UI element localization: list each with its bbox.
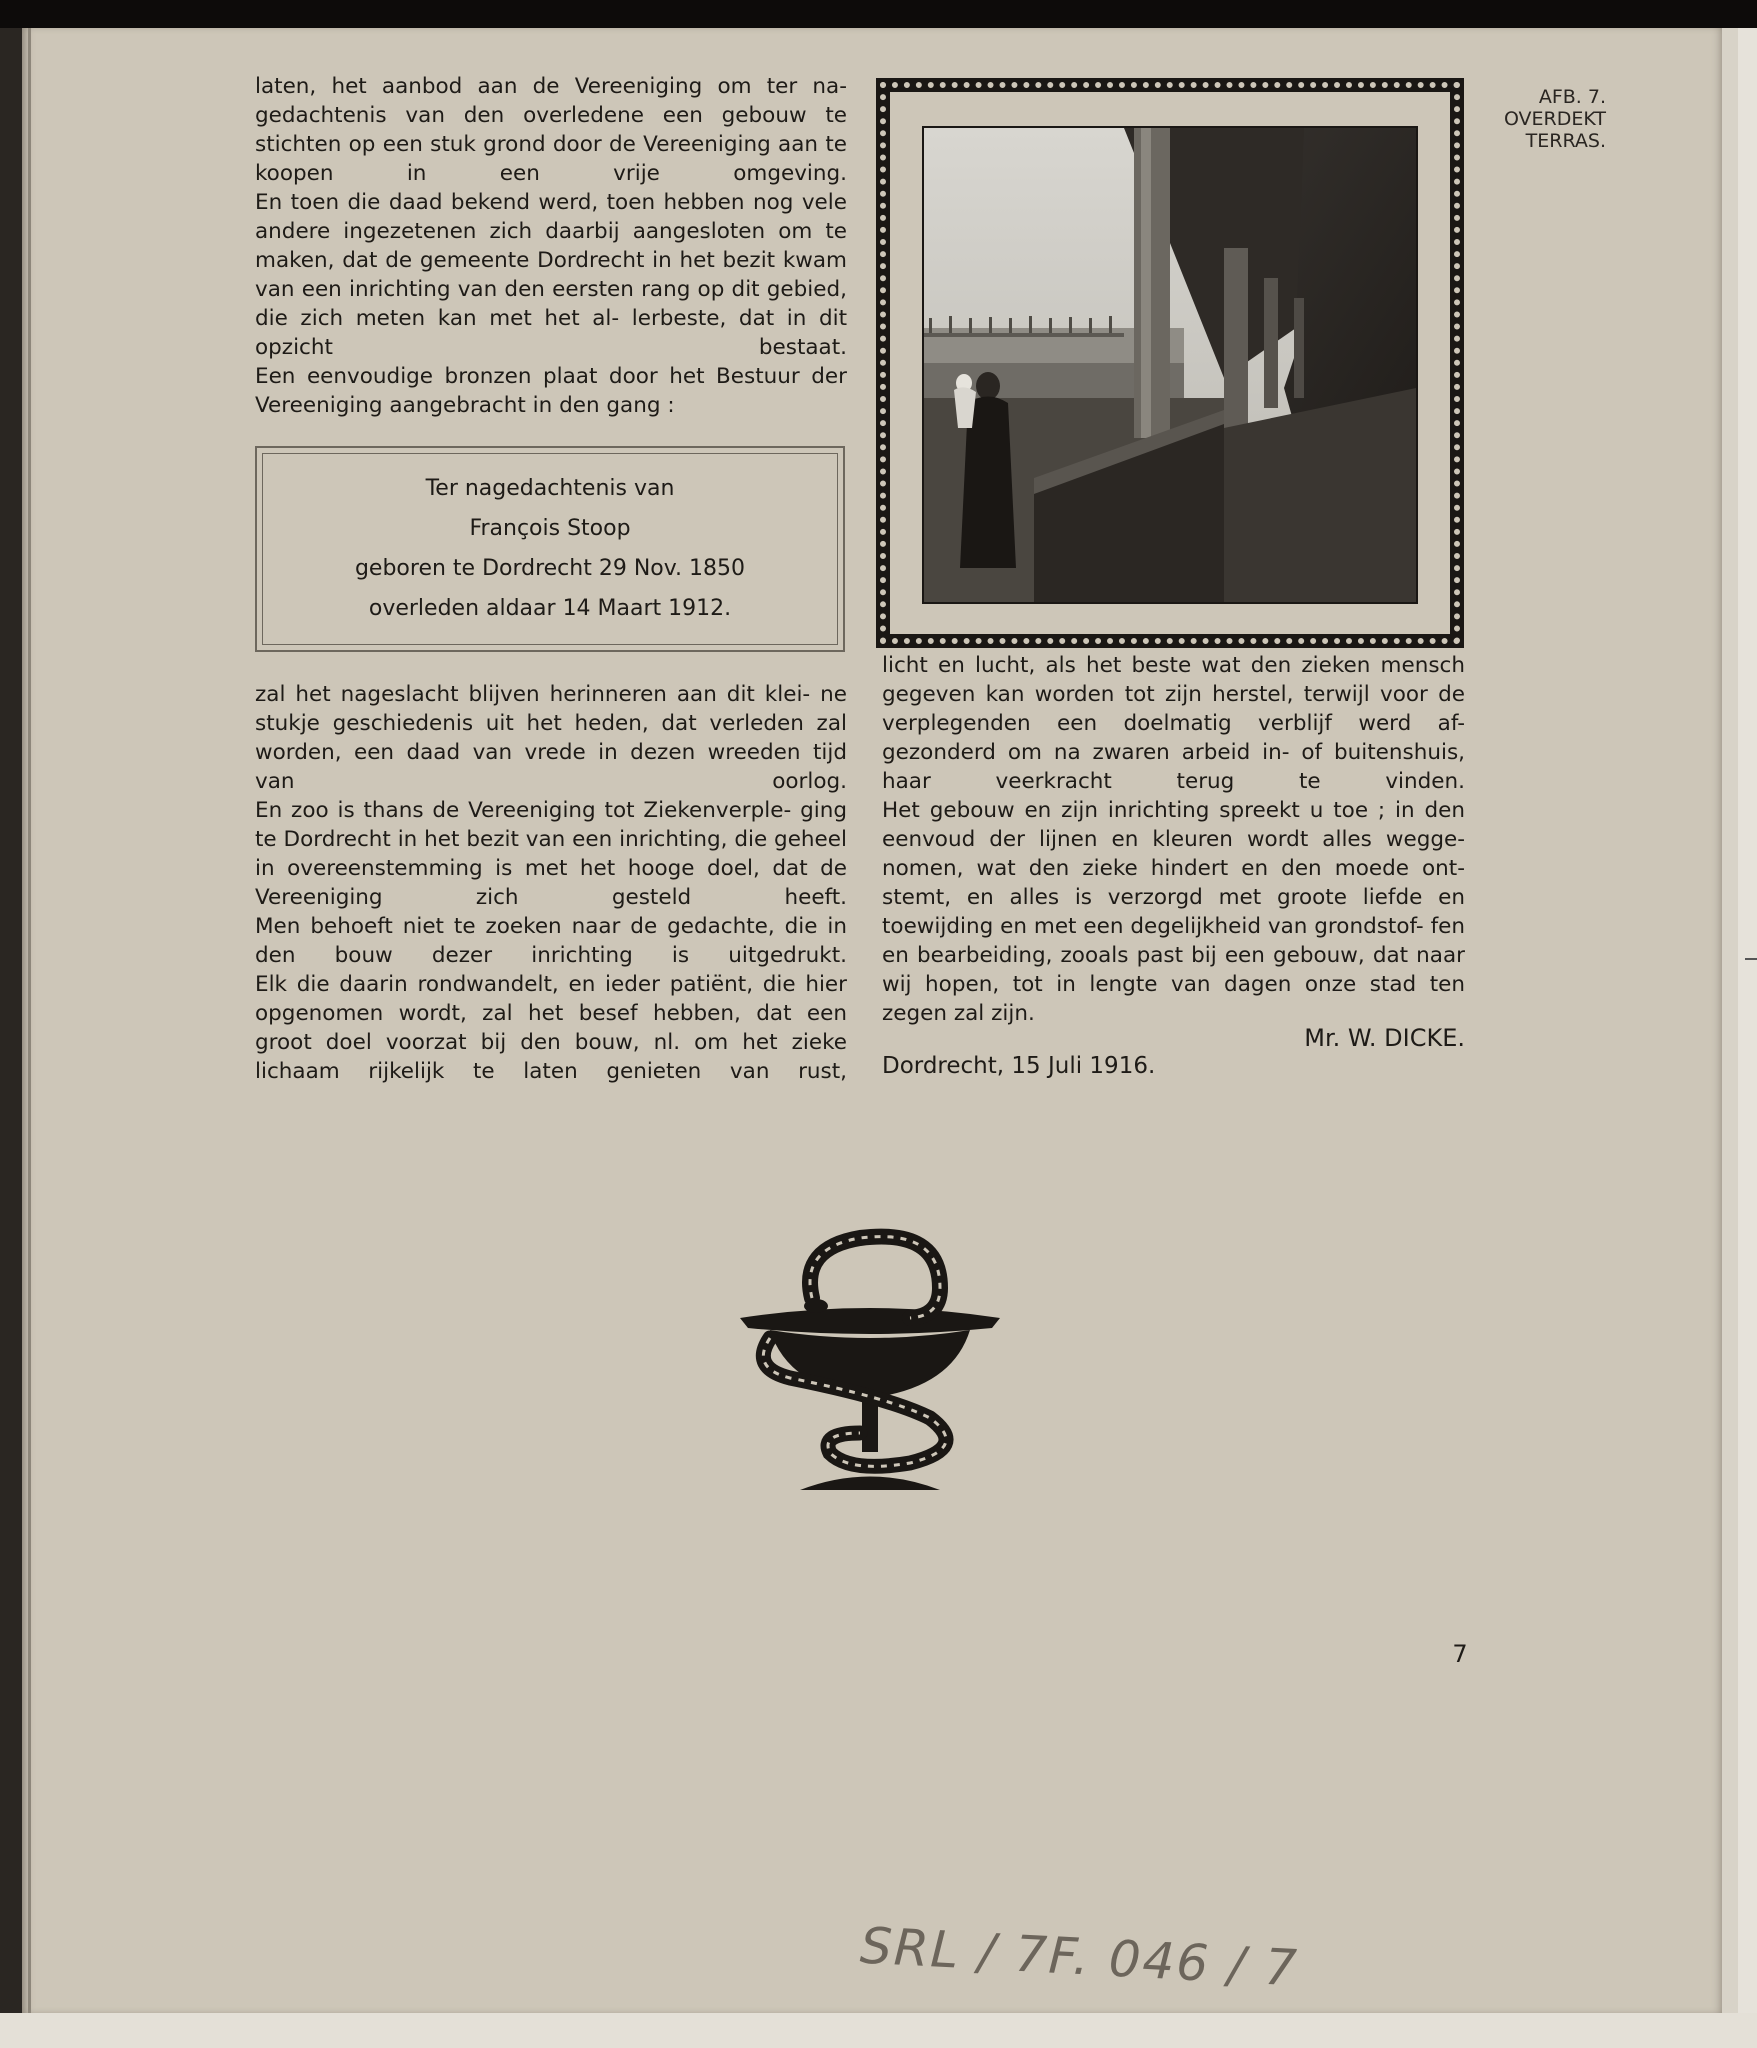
paragraph: licht en lucht, als het beste wat den zieken mensch gegeven kan worden tot zijn herstel, terwijl voor de verplegenden een doelmatig verblijf werd af- gezonderd om na zwaren arbeid in- of buitenshuis, haar veerkracht terug te vinden.	[882, 653, 1465, 794]
paragraph: En toen die daad bekend werd, toen hebben nog vele andere ingezetenen zich daarbij aangesloten om te maken, dat de gemeente Dordrecht in het bezit kwam van een inrichting van den eersten rang op dit gebied, die zich meten kan met het al- lerbeste, dat in dit opzicht bestaat.	[255, 190, 847, 360]
page-edge-tick	[1745, 958, 1757, 960]
plaque-line: overleden aldaar 14 Maart 1912.	[368, 596, 732, 621]
covered-terrace-image	[924, 128, 1416, 602]
figure-caption	[1460, 86, 1606, 152]
paragraph: Men behoeft niet te zoeken naar de gedachte, die in den bouw dezer inrichting is uitgedrukt.	[255, 914, 847, 968]
paragraph: Een eenvoudige bronzen plaat door het Bestuur der Vereeniging aangebracht in den gang :	[255, 364, 847, 418]
right-column-text	[882, 651, 1465, 1028]
memorial-plaque-box	[255, 446, 845, 652]
paragraph: En zoo is thans de Vereeniging tot Ziekenverple- ging te Dordrecht in het bezit van een inrichting, die geheel in overeenstemming is met het hooge doel, dat de Vereeniging zich gesteld heeft.	[255, 798, 847, 910]
caption-line: AFB. 7.	[1538, 86, 1606, 108]
terrace-photograph	[922, 126, 1418, 604]
caption-line: OVERDEKT	[1503, 108, 1606, 130]
paragraph: Elk die daarin rondwandelt, en ieder patiënt, die hier opgenomen wordt, zal het besef hebben, dat een groot doel voorzat bij den bouw, nl. om het zieke lichaam rijkelijk te laten genieten van rust,	[255, 972, 847, 1084]
paragraph: zal het nageslacht blijven herinneren aan dit klei- ne stukje geschiedenis uit het heden, dat verleden zal worden, een daad van vrede in dezen wreeden tijd van oorlog.	[255, 682, 847, 794]
dateline: Dordrecht, 15 Juli 1916.	[882, 1053, 1156, 1079]
paragraph: Het gebouw en zijn inrichting spreekt u toe ; in den eenvoud der lijnen en kleuren wordt alles wegge- nomen, wat den zieke hindert en den moede ont- stemt, en alles is verzorgd met groote liefde en toewijding en met een degelijkheid van grondstof- fen en bearbeiding, zooals past bij een gebouw, dat naar wij hopen, tot in lengte van dagen onze stad ten zegen zal zijn.	[882, 798, 1465, 1026]
caption-line: TERRAS.	[1525, 130, 1606, 152]
book-spine	[28, 28, 31, 2013]
page-number: 7	[1452, 1640, 1468, 1668]
scan-bottom-edge	[0, 2013, 1757, 2048]
plaque-line: Ter nagedachtenis van	[425, 476, 675, 501]
bowl-of-hygieia-emblem	[730, 1228, 1010, 1496]
memorial-plaque-inscription	[262, 453, 838, 645]
page-stack-edge-outer	[1738, 28, 1757, 2048]
scan-top-edge	[0, 0, 1757, 28]
left-column-bottom-text	[255, 680, 847, 1086]
plaque-line: François Stoop	[469, 516, 631, 541]
left-column-top-text	[255, 72, 847, 420]
paragraph: laten, het aanbod aan de Vereeniging om ter na- gedachtenis van den overledene een gebouw te stichten op een stuk grond door de Vereeniging aan te koopen in een vrije omgeving.	[255, 74, 847, 186]
author-signature: Mr. W. DICKE.	[1304, 1024, 1465, 1052]
serpent-bowl-icon	[730, 1228, 1010, 1496]
pencil-archive-mark: SRL / 7F. 046 / 7	[858, 1916, 1300, 1998]
plaque-line: geboren te Dordrecht 29 Nov. 1850	[354, 556, 746, 581]
